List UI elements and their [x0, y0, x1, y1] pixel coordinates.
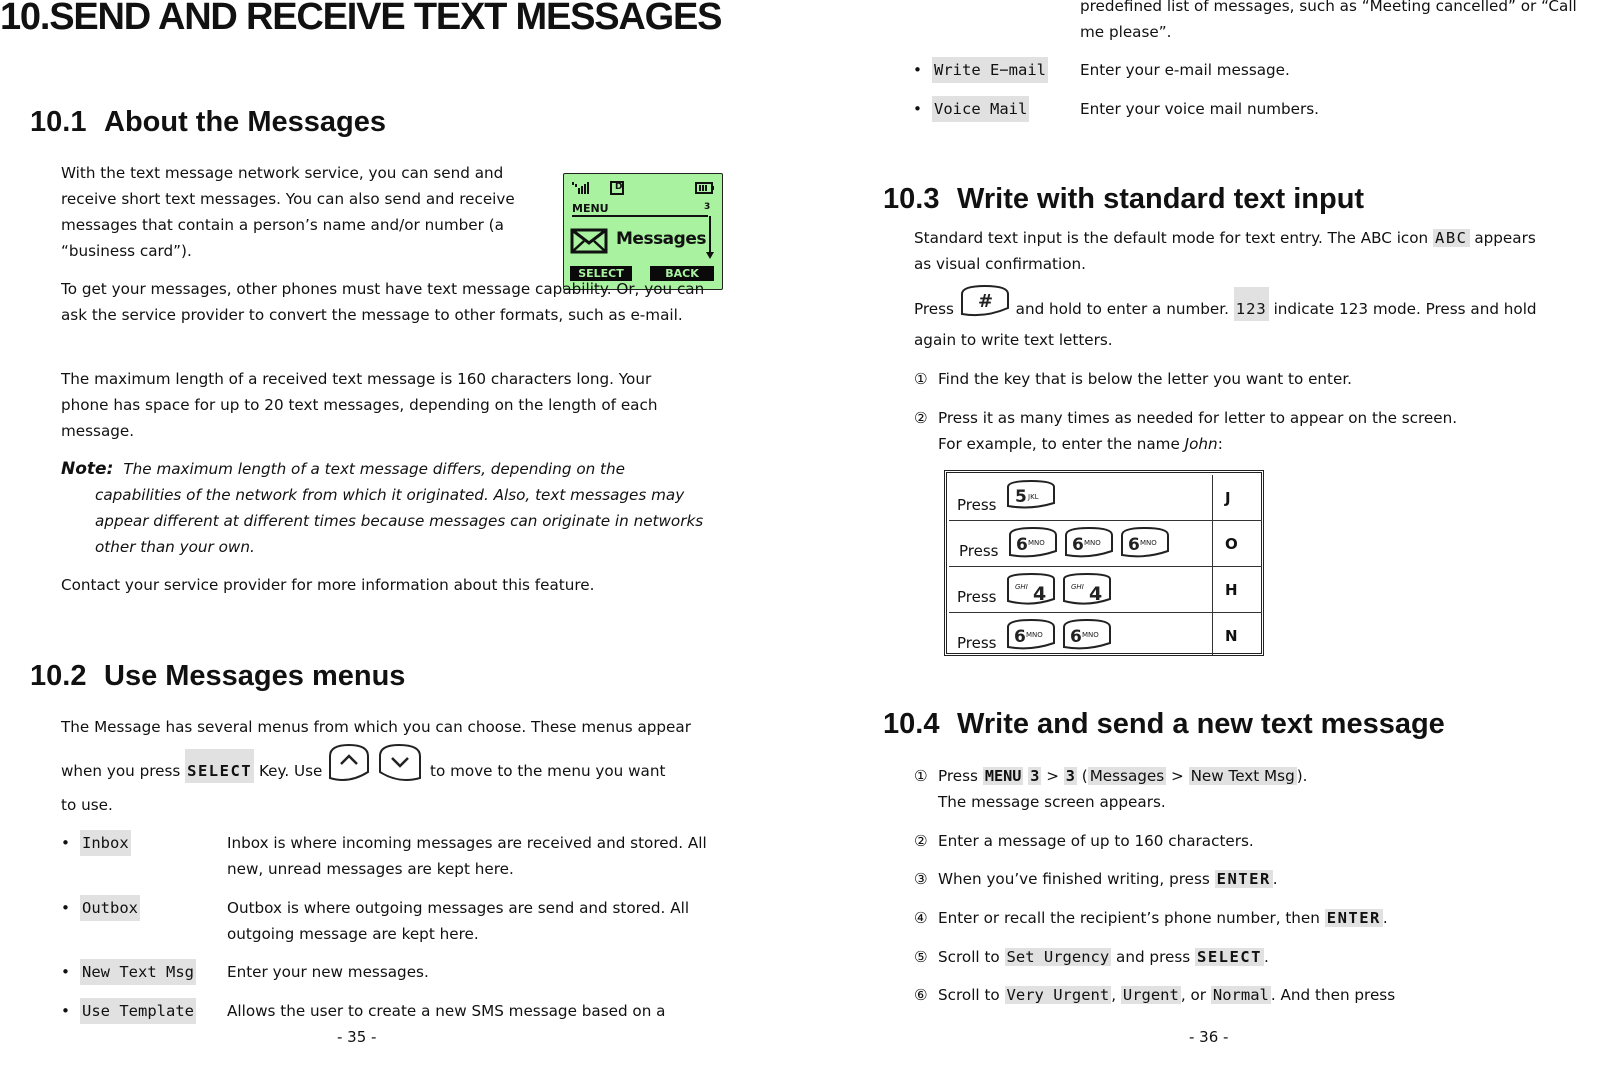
envelope-icon — [570, 228, 610, 254]
step-2: ② Enter a message of up to 160 characters. — [914, 832, 1254, 850]
svg-text:6: 6 — [1072, 535, 1084, 555]
number-mode-icon: 123 — [1234, 287, 1269, 321]
paragraph: The maximum length of a received text message is 160 characters long. Your phone has space for up to 20 text messages, depending on the length of each message. — [61, 370, 658, 440]
chapter-title: 10.SEND AND RECEIVE TEXT MESSAGES — [0, 0, 722, 38]
select-key: SELECT — [1196, 948, 1262, 966]
table-row: Press 5 JKL J — [949, 475, 1262, 521]
table-row: Press 6 MNO 6 MNO N — [949, 613, 1262, 658]
page-35: 10.SEND AND RECEIVE TEXT MESSAGES 10.1 About the Messages With the text message network service, you can send and receive short text messages. You can also send and receive messages that contain a person’s name and/or number (a “business card”). D MENU 3 Messages SELECT BACK To get your messages, other phones must have text message capability. Or, you can ask the service provider to convert the message to other formats, such as e-mail. The maximum length of a received text message is 160 characters long. Your phone has space for up to 20 text messages, depending on the length of each message. Note: The maximum length of a text message differs, depending on the capabilities of the network from which it originated. Also, text messages may appear different at different times because messages can originate in networks other than your own. Contact your service provider for more information about this feature. 10.2 Use Messages menus The Message has several menus from which you can choose. These menus appear when you press SELECT Key. Use to move to the menu you want to use. • Inbox Inbox is where incoming messages are received and stored. All new, unread messages are kept here. • Outbox Outbox is where outgoing messages are send and stored. All outgoing message are kept here. • New Text Msg Enter your new messages. • Use Template Allows the user to create a new SMS message based on a - 35 - — [0, 0, 760, 1072]
table-row: Press GHI 4 GHI 4 H — [949, 567, 1262, 613]
phone-messages-screen — [563, 173, 723, 290]
svg-text:6: 6 — [1128, 535, 1140, 555]
svg-text:MNO: MNO — [1082, 631, 1099, 639]
paragraph: With the text message network service, you can send and receive short text messages. You can also send and receive messages that contain a person’s name and/or number (a “business card”). — [61, 164, 515, 260]
svg-text:MNO: MNO — [1026, 631, 1043, 639]
example-line: For example, to enter the name John: — [938, 435, 1223, 453]
paragraph: The message screen appears. — [938, 793, 1166, 811]
scroll-number: 3 — [704, 202, 711, 212]
svg-text:6: 6 — [1016, 535, 1028, 555]
select-key: SELECT — [185, 749, 254, 783]
step-4: ④ Enter or recall the recipient’s phone number, then ENTER . — [914, 909, 1388, 927]
status-d-letter: D — [615, 182, 623, 192]
page-36: predefined list of messages, such as “Meeting cancelled” or “Call me please”. • Write E−mail Enter your e-mail message. • Voice Mail Enter your voice mail numbers. 10.3 Write with standard text input Standard text input is the default mode for text entry. The ABC icon ABC appears as visual confirmation. Press # and hold to enter a number. 123 indicate 123 mode. Press and hold again to write text letters. ① Find the key that is below the letter you want to enter. ② Press it as many times as needed for letter to appear on the screen. For example, to enter the name John: - 36 - — [880, 0, 1612, 1072]
step-3: ③ When you’ve finished writing, press ENTER . — [914, 870, 1278, 888]
section-10-4-heading: 10.4 Write and send a new text message — [883, 708, 1445, 740]
svg-text:MNO: MNO — [1028, 539, 1045, 547]
paragraph: again to write text letters. — [914, 331, 1113, 349]
note: Note: The maximum length of a text message differs, depending on the capabilities of the network from which it originated. Also, text messages may appear different at different times because messages can originate in networks other than your own. — [61, 459, 704, 556]
phone-messages-label: Messages — [616, 229, 706, 249]
svg-text:4: 4 — [1033, 583, 1047, 605]
svg-text:GHI: GHI — [1015, 583, 1028, 591]
note-label: Note: — [61, 459, 114, 479]
phone-softkey-select: SELECT — [570, 266, 632, 281]
section-10-3-heading: 10.3 Write with standard text input — [883, 183, 1365, 215]
table-row: Press 6 MNO 6 MNO 6 MNO O — [949, 521, 1262, 567]
svg-text:JKL: JKL — [1028, 493, 1039, 501]
paragraph: Press # and hold to enter a number. 123 indicate 123 mode. Press and hold — [914, 284, 1612, 322]
step-2: ② Press it as many times as needed for letter to appear on the screen. — [914, 409, 1458, 427]
paragraph: when you press SELECT Key. Use to move to the menu you want — [61, 742, 741, 784]
paragraph: to use. — [61, 796, 113, 814]
svg-text:5: 5 — [1015, 487, 1027, 507]
section-10-2-heading: 10.2 Use Messages menus — [30, 660, 406, 692]
page-number: - 36 - — [1189, 1028, 1229, 1046]
svg-text:MNO: MNO — [1140, 539, 1157, 547]
paragraph: The Message has several menus from which you can choose. These menus appear — [61, 718, 691, 736]
status-bar-icons — [571, 180, 715, 198]
step-1: ① Find the key that is below the letter you want to enter. — [914, 370, 1353, 388]
svg-text:6: 6 — [1070, 627, 1082, 647]
page-number: - 35 - — [337, 1028, 377, 1046]
svg-text:#: # — [977, 291, 993, 312]
scrollbar-arrow-icon — [706, 214, 714, 260]
paragraph: Standard text input is the default mode for text entry. The ABC icon ABC appears — [914, 229, 1536, 247]
svg-text:GHI: GHI — [1071, 583, 1084, 591]
step-1: ① Press MENU 3 > 3 ( Messages > New Text Msg ). — [914, 767, 1308, 785]
svg-text:6: 6 — [1014, 627, 1026, 647]
paragraph: as visual confirmation. — [914, 255, 1086, 273]
paragraph: Contact your service provider for more information about this feature. — [61, 576, 595, 594]
step-6: ⑥ Scroll to Very Urgent , Urgent , or Normal . And then press — [914, 986, 1396, 1004]
section-10-4 — [880, 0, 1612, 1072]
up-down-keys-icon — [327, 742, 425, 784]
paragraph: To get your messages, other phones must have text message capability. Or, you can ask the service provider to convert the message to other formats, such as e-mail. — [61, 280, 705, 324]
abc-mode-icon: ABC — [1435, 229, 1468, 247]
paragraph: predefined list of messages, such as “Meeting cancelled” or “Call me please”. — [1080, 0, 1577, 41]
svg-text:4: 4 — [1089, 583, 1103, 605]
enter-key: ENTER — [1326, 909, 1381, 927]
phone-softkey-back: BACK — [650, 266, 714, 281]
enter-key: ENTER — [1216, 870, 1271, 888]
section-10-1-heading: 10.1 About the Messages — [30, 106, 386, 138]
phone-menu-tab: MENU — [572, 202, 708, 217]
step-5: ⑤ Scroll to Set Urgency and press SELECT . — [914, 948, 1269, 966]
svg-text:MNO: MNO — [1084, 539, 1101, 547]
